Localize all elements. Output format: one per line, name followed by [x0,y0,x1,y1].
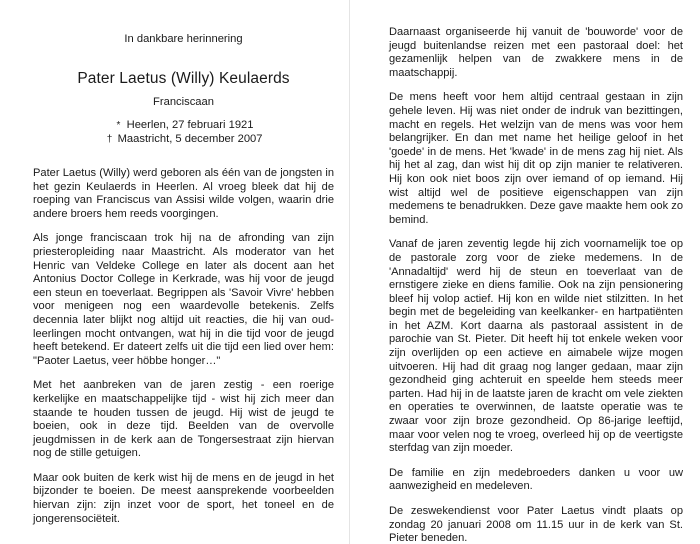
paragraph: Met het aanbreken van de jaren zestig - een roerige kerkelijke en maatschappelijke tijd - wist hij zich meer dan staande te houden tussen de jeugd. Hij wist de jeugd te boeien, ook in deze tijd. Beelden van de overvolle jeugdmissen in de kerk aan de Tongersestraat zijn hiervan nog de stille getuigen. [33,379,334,460]
death-cross-icon: † [106,133,113,145]
paragraph: De mens heeft voor hem altijd centraal gestaan in zijn gehele leven. Hij was niet onder de indruk van bezittingen, macht en regels. Het welzijn van de mens was voor hem belangrijker. En dan met name het heilige geloof in het 'goede' in de mens. Het 'kwade' in de mens zag hij niet. Als hij het al zag, dan wist hij dit op zijn manier te relativeren. Hij kon ook niet boos zijn over iemand of op iemand. Hij wist altijd wel de positieve eigenschappen van zijn medemens te benadrukken. Deze gave maakte hem ook zo bemind. [389,91,683,226]
paragraph: Maar ook buiten de kerk wist hij de mens en de jeugd in het bijzonder te boeien. De meest aansprekende voorbeelden hiervan zijn: zijn inzet voor de sport, het toneel en de jongerensociëteit. [33,471,334,525]
left-body [33,167,334,526]
birth-star-icon: * [116,120,121,131]
card-header [33,32,334,146]
life-dates [33,119,334,146]
right-column [389,26,683,544]
paragraph: Daarnaast organiseerde hij vanuit de 'bouworde' voor de jeugd buitenlandse reizen met een pastoraal doel: het gezamenlijk helpen van de zwakkere mens in de maatschappij. [389,26,683,79]
remembrance-line: In dankbare herinnering [124,33,243,45]
left-column [33,26,334,526]
paragraph: De zeswekendienst voor Pater Laetus vindt plaats op zondag 20 januari 2008 om 11.15 uur in de kerk van St. Pieter beneden. [389,505,683,544]
paragraph: Pater Laetus (Willy) werd geboren als één van de jongsten in het gezin Keulaerds in Heerlen. Al vroeg bleek dat hij de roeping van Franciscus van Assisi wilde volgen, waarin drie andere broers hem reeds voorgingen. [33,167,334,220]
paragraph: Vanaf de jaren zeventig legde hij zich voornamelijk toe op de pastorale zorg voor de zieke medemens. In de 'Annadaltijd' werd hij de steun en toeverlaat van de ernstigere zieke en diens familie. Ook na zijn pensionering bleef hij volop actief. Hij kon en wilde niet stilzitten. In het begin met de begeleiding van keelkanker- en hartpatiënten in het AZM. Kort daarna als pastoraal assistent in de parochie van St. Pieter. Dit heeft hij tot enkele weken voor zijn overlijden op een actieve en aimabele wijze mogen uitvoeren. Hij had dit graag nog langer gedaan, maar zijn gezondheid ging achteruit en speelde hem steeds meer parten. Had hij in de laatste jaren de kracht om vele ziekten en operaties te overwinnen, de laatste operatie was te zwaar voor zijn broze gezondheid. Op 86-jarige leeftijd, maar voor velen nog te vroeg, overleed hij op de veertigste sterfdag van zijn moeder. [389,238,683,455]
paragraph: De familie en zijn medebroeders danken u voor uw aanwezigheid en medeleven. [389,466,683,493]
birth-text: Heerlen, 27 februari 1921 [126,119,254,131]
paragraph: Als jonge franciscaan trok hij na de afronding van zijn priesteropleiding naar Maastricht. Als moderator van het Henric van Veldeke College en later als docent aan het Antonius Doctor College in Kerkrade, was hij voor de jeugd een steun en toeverlaat. Begrippen als 'Savoir Vivre' hebben voor menigeen nog een waardevolle betekenis. Zelfs decennia later blijkt nog altijd uit reacties, die hij van oud-leerlingen mocht ontvangen, wat hij in die tijd voor de jeugd heeft betekend. Er dateert zelfs uit die tijd een lied over hem: "Paoter Laetus, veer höbbe honger…" [33,232,334,367]
death-text: Maastricht, 5 december 2007 [117,132,263,145]
deceased-name: Pater Laetus (Willy) Keulaerds [77,70,290,87]
fold-line [349,0,350,544]
religious-order: Franciscaan [153,96,214,108]
birth-line [33,119,334,133]
death-line [33,133,334,147]
